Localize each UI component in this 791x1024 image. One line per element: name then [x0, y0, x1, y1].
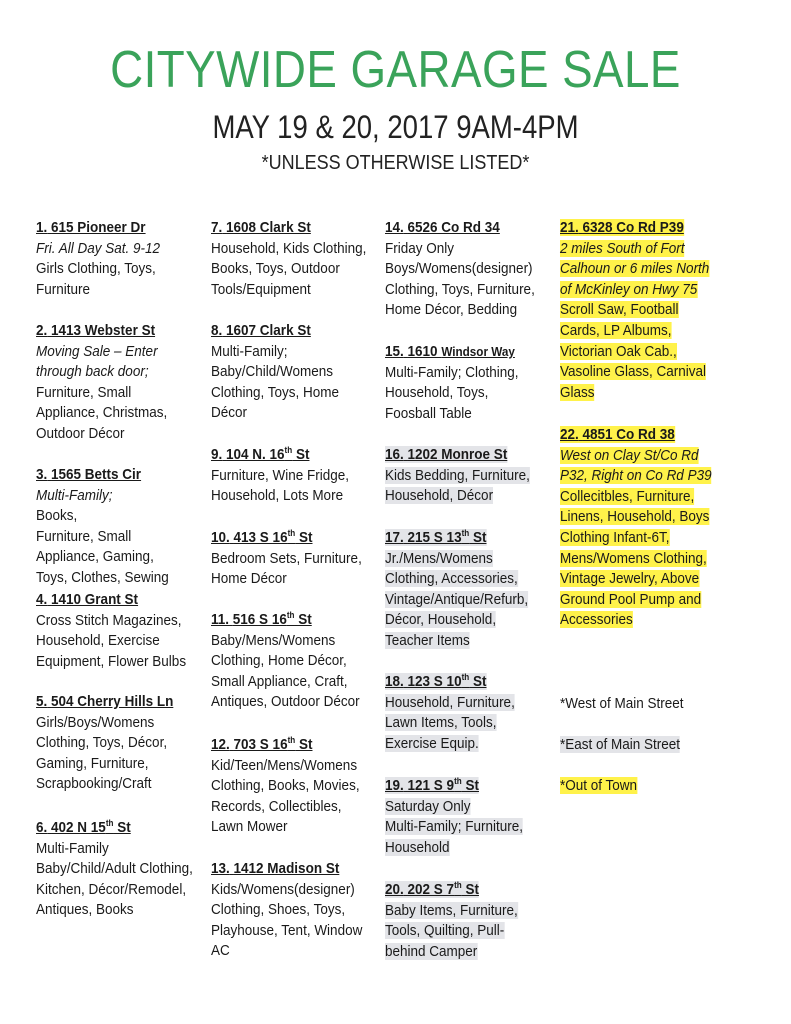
listing-note-line [560, 280, 709, 301]
listing-items-line [385, 713, 515, 734]
listing-items: Clothing, Shoes, Toys, [211, 901, 346, 919]
listing-21 [560, 218, 709, 403]
listing-items: Exercise Equip. [385, 734, 479, 752]
street-name: 1610 [407, 343, 442, 360]
listing-number: 16. [385, 446, 404, 463]
listing-items-line [385, 549, 528, 570]
listing-number: 5. [36, 693, 48, 710]
listing-items: Records, Collectibles, [211, 797, 342, 815]
listing-items-line [211, 756, 360, 777]
listing-items-line [211, 880, 362, 901]
listing-items: Household, Décor [385, 487, 494, 505]
listing-items: Scrapbooking/Craft [36, 775, 152, 793]
listing-items-line [36, 280, 160, 301]
listing-number: 2. [36, 322, 48, 339]
listing-items: Girls/Boys/Womens [36, 713, 155, 731]
listing-items: Clothing, Books, Movies, [211, 777, 360, 795]
ordinal-suffix: th [461, 528, 470, 538]
listing-items: Furniture, Small [36, 383, 132, 401]
listing-items: Jr./Mens/Womens [385, 549, 493, 567]
listing-number: 6. [36, 819, 48, 836]
listing-items: Multi-Family [36, 839, 109, 857]
listing-items: Baby Items, Furniture, [385, 901, 518, 919]
street-type: St [294, 611, 312, 628]
listing-7 [211, 218, 366, 300]
listing-items-line [211, 342, 339, 363]
listing-items: Lawn Items, Tools, [385, 714, 497, 732]
listing-items-line [36, 403, 167, 424]
listing-3 [36, 465, 169, 589]
listing-items: Toys, Clothes, Sewing [36, 568, 169, 586]
listing-items-line [211, 403, 339, 424]
listing-11 [211, 610, 360, 713]
ordinal-suffix: th [284, 445, 293, 455]
listing-items: Home Décor [211, 570, 287, 588]
listing-items: Scroll Saw, Football [560, 301, 679, 319]
street-name: 1412 Madison St [233, 860, 340, 877]
listing-items-line [385, 466, 530, 487]
street-name: 6328 Co Rd P39 [582, 219, 684, 236]
listing-20 [385, 880, 518, 962]
listing-items-line [560, 362, 709, 383]
listing-items-line [36, 506, 169, 527]
listing-address [385, 218, 535, 239]
listing-items: AC [211, 942, 230, 960]
listing-address [385, 880, 518, 901]
listing-items-line [36, 839, 193, 860]
listing-items-line [560, 300, 709, 321]
listing-items: Household, Furniture, [385, 693, 515, 711]
listing-items-line [385, 838, 523, 859]
listing-items: Clothing, Toys, Furniture, [385, 280, 535, 298]
listing-address [211, 859, 362, 880]
listing-items: Boys/Womens(designer) [385, 260, 533, 278]
listing-items: Kid/Teen/Mens/Womens [211, 756, 358, 774]
listing-10 [211, 528, 362, 590]
street-name: 413 S 16 [233, 529, 288, 546]
listing-address [36, 465, 169, 486]
listing-note-line [36, 486, 169, 507]
ordinal-suffix: th [287, 735, 296, 745]
listing-items: Antiques, Outdoor Décor [211, 693, 360, 711]
listing-items-line [211, 941, 362, 962]
listing-items-line [560, 342, 709, 363]
listing-note: West on Clay St/Co Rd [560, 446, 699, 464]
listing-items: behind Camper [385, 942, 478, 960]
listing-items: Household [385, 838, 450, 856]
ordinal-suffix: th [105, 818, 114, 828]
listing-note-line [36, 239, 160, 260]
listing-items: Girls Clothing, Toys, [36, 260, 156, 278]
legend-out-of-town-text: *Out of Town [560, 777, 638, 794]
listing-number: 19. [385, 777, 404, 794]
listing-items: Vintage/Antique/Refurb, [385, 590, 529, 608]
listing-items: Household, Lots More [211, 487, 344, 505]
listing-items: Clothing, Toys, Décor, [36, 734, 168, 752]
listing-items: Teacher Items [385, 631, 470, 649]
listing-items-line [560, 610, 712, 631]
listing-items-line [385, 280, 535, 301]
listing-items: Cross Stitch Magazines, [36, 611, 182, 629]
listing-address [36, 818, 193, 839]
listing-items: Kids/Womens(designer) [211, 880, 355, 898]
listing-items-line [385, 693, 515, 714]
listing-note-line [36, 362, 167, 383]
street-name: 6526 Co Rd 34 [407, 219, 500, 236]
listing-items-line [211, 797, 360, 818]
listing-items: Bedroom Sets, Furniture, [211, 549, 362, 567]
listing-number: 22. [560, 426, 579, 443]
listing-items-line [385, 901, 518, 922]
ordinal-suffix: th [454, 880, 462, 890]
listing-items-line [211, 817, 360, 838]
listing-items-line [36, 900, 193, 921]
listing-number: 17. [385, 529, 404, 546]
listing-note-line [36, 342, 167, 363]
listing-items: Collecitbles, Furniture, [560, 487, 695, 505]
listing-items-line [211, 631, 360, 652]
legend-east-text: *East of Main Street [560, 736, 681, 753]
listing-items-line [385, 817, 523, 838]
listing-items-line [385, 631, 528, 652]
listing-items-line [385, 404, 519, 425]
listing-note-line [560, 239, 709, 260]
listing-number: 15. [385, 343, 404, 360]
listing-items-line [36, 859, 193, 880]
listing-items: Kitchen, Décor/Remodel, [36, 880, 187, 898]
listing-address [211, 735, 360, 756]
listing-items: Baby/Mens/Womens [211, 631, 336, 649]
listing-items: Clothing, Home Décor, [211, 652, 347, 670]
listing-number: 4. [36, 591, 48, 608]
listing-items: Clothing, Toys, Home [211, 383, 340, 401]
street-name: 1413 Webster St [51, 322, 156, 339]
listing-8 [211, 321, 339, 424]
hours-note: *UNLESS OTHERWISE LISTED* [261, 152, 530, 174]
listing-items-line [560, 590, 712, 611]
listing-items: Household, Exercise [36, 632, 160, 650]
street-name: 615 Pioneer Dr [51, 219, 146, 236]
street-name: 202 S 7 [407, 881, 455, 898]
listing-items: Victorian Oak Cab., [560, 342, 677, 360]
listing-items-line [560, 549, 712, 570]
listing-note: 2 miles South of Fort [560, 239, 685, 257]
listing-items-line [36, 424, 167, 445]
listing-items: Glass [560, 383, 595, 401]
listing-note: Multi-Family; [36, 486, 113, 504]
listing-note: Fri. All Day Sat. 9-12 [36, 239, 161, 257]
listing-items: Home Décor, Bedding [385, 301, 518, 319]
street-name: 1410 Grant St [51, 591, 139, 608]
listing-items: Décor [211, 404, 248, 422]
listing-items-line [211, 280, 366, 301]
street-type: St [469, 673, 487, 690]
listing-1 [36, 218, 160, 300]
listing-number: 20. [385, 881, 404, 898]
listing-address [36, 590, 186, 611]
listing-address [385, 672, 515, 693]
listing-items: Books, Toys, Outdoor [211, 260, 340, 278]
listing-items-line [385, 942, 518, 963]
listing-address [211, 610, 360, 631]
listing-items-line [211, 549, 362, 570]
listing-items: Multi-Family; [211, 342, 288, 360]
listing-items-line [385, 734, 515, 755]
listing-items: Foosball Table [385, 404, 472, 422]
listing-number: 11. [211, 611, 230, 628]
street-type: St [461, 881, 479, 898]
listing-address [211, 528, 362, 549]
listing-number: 8. [211, 322, 223, 339]
listing-items: Tools/Equipment [211, 280, 311, 298]
legend-east [560, 735, 680, 756]
listing-19 [385, 776, 523, 858]
listing-15 [385, 342, 519, 424]
listing-5 [36, 692, 173, 795]
listing-items: Baby/Child/Womens [211, 363, 334, 381]
street-name: 215 S 13 [407, 529, 462, 546]
listing-items-line [385, 363, 519, 384]
listing-items-line [36, 713, 173, 734]
listing-address [211, 445, 349, 466]
listing-items-line [36, 611, 186, 632]
listing-address [385, 776, 523, 797]
street-type: St [295, 736, 313, 753]
page-title: CITYWIDE GARAGE SALE [110, 41, 681, 99]
listing-items-line [385, 383, 519, 404]
listing-items: Household, Kids Clothing, [211, 239, 367, 257]
listing-items-line [36, 880, 193, 901]
listing-number: 13. [211, 860, 230, 877]
street-name: 4851 Co Rd 38 [582, 426, 675, 443]
listing-items: Appliance, Christmas, [36, 404, 168, 422]
listing-items: Multi-Family; Clothing, [385, 363, 519, 381]
listing-number: 18. [385, 673, 404, 690]
listing-items: Household, Toys, [385, 384, 489, 402]
listing-items-line [211, 569, 362, 590]
listing-items-line [385, 259, 535, 280]
listing-items-line [560, 321, 709, 342]
street-name: 703 S 16 [233, 736, 288, 753]
listing-items: Appliance, Gaming, [36, 548, 154, 566]
listing-address [211, 218, 366, 239]
listing-items: Saturday Only [385, 797, 471, 815]
listing-items: Playhouse, Tent, Window [211, 921, 363, 939]
listing-items-line [385, 610, 528, 631]
street-name: 504 Cherry Hills Ln [51, 693, 174, 710]
listing-items-line [560, 383, 709, 404]
listing-items: Furniture, Wine Fridge, [211, 466, 350, 484]
ordinal-suffix: th [287, 528, 296, 538]
listing-items: Kids Bedding, Furniture, [385, 466, 530, 484]
listing-items: Ground Pool Pump and [560, 590, 702, 608]
listing-6 [36, 818, 193, 921]
listing-items-line [385, 486, 530, 507]
listing-note: Moving Sale – Enter [36, 342, 158, 360]
listing-note: P32, Right on Co Rd P39 [560, 467, 712, 485]
listing-items: Antiques, Books [36, 901, 134, 919]
street-type: St [469, 529, 487, 546]
sale-dates: MAY 19 & 20, 2017 9AM-4PM [212, 109, 579, 145]
listing-items: Friday Only [385, 239, 455, 257]
listing-items-line [560, 528, 712, 549]
street-name: 1202 Monroe St [407, 446, 508, 463]
listing-number: 9. [211, 446, 223, 463]
street-type: St [295, 529, 313, 546]
listing-items-line [211, 466, 349, 487]
listing-items: Lawn Mower [211, 818, 288, 836]
listing-items-line [385, 300, 535, 321]
street-name: 1608 Clark St [226, 219, 311, 236]
ordinal-suffix: th [286, 610, 295, 620]
listing-items-line [211, 921, 362, 942]
listing-note-line [560, 259, 709, 280]
listing-items-line [211, 362, 339, 383]
street-type: St [461, 777, 479, 794]
listing-items-line [36, 383, 167, 404]
street-name: 104 N. 16 [226, 446, 285, 463]
listing-items: Vintage Jewelry, Above [560, 570, 700, 588]
listing-items-line [385, 921, 518, 942]
street-name: 1565 Betts Cir [51, 466, 142, 483]
listing-address [385, 445, 530, 466]
listing-2 [36, 321, 167, 445]
listing-14 [385, 218, 535, 321]
street-name: 402 N 15 [51, 819, 106, 836]
listing-number: 3. [36, 466, 48, 483]
listing-address [560, 218, 709, 239]
listing-items: Books, [36, 507, 78, 525]
listing-note-line [560, 446, 712, 467]
listing-items-line [211, 692, 360, 713]
listing-items: Furniture [36, 280, 91, 298]
listing-number: 7. [211, 219, 223, 236]
listing-items-line [36, 774, 173, 795]
listing-items-line [211, 383, 339, 404]
listing-items: Multi-Family; Furniture, [385, 818, 524, 836]
street-name-small: Windsor Way [441, 344, 515, 359]
street-name: 1607 Clark St [226, 322, 311, 339]
listing-address [560, 425, 712, 446]
listing-items-line [211, 672, 360, 693]
listing-items: Furniture, Small [36, 527, 132, 545]
listing-items-line [211, 900, 362, 921]
listing-address [211, 321, 339, 342]
listing-items-line [385, 569, 528, 590]
listing-address [385, 342, 519, 363]
listing-items-line [36, 259, 160, 280]
listing-note: Calhoun or 6 miles North [560, 260, 710, 278]
listing-address [36, 321, 167, 342]
listing-items-line [211, 776, 360, 797]
listing-note-line [560, 466, 712, 487]
listing-note: through back door; [36, 363, 149, 381]
listing-items-line [36, 652, 186, 673]
ordinal-suffix: th [461, 672, 470, 682]
listing-items-line [211, 486, 349, 507]
listing-number: 14. [385, 219, 404, 236]
listing-items: Décor, Household, [385, 611, 497, 629]
listing-18 [385, 672, 515, 754]
legend-out-of-town [560, 776, 637, 797]
listing-items: Outdoor Décor [36, 424, 125, 442]
street-name: 516 S 16 [232, 611, 287, 628]
listing-items: Small Appliance, Craft, [211, 672, 348, 690]
listing-22 [560, 425, 712, 631]
listing-items-line [36, 547, 169, 568]
street-name: 121 S 9 [407, 777, 455, 794]
listing-items: Cards, LP Albums, [560, 321, 672, 339]
listing-note: of McKinley on Hwy 75 [560, 280, 698, 298]
listing-items-line [36, 733, 173, 754]
legend-west [560, 694, 684, 715]
listing-items-line [385, 239, 535, 260]
listing-items-line [36, 631, 186, 652]
listing-items-line [560, 487, 712, 508]
listing-items: Linens, Household, Boys [560, 508, 710, 526]
listing-items-line [36, 568, 169, 589]
street-name: 123 S 10 [407, 673, 462, 690]
listing-items: Baby/Child/Adult Clothing, [36, 860, 193, 878]
listing-items: Tools, Quilting, Pull- [385, 922, 505, 940]
listing-items: Mens/Womens Clothing, [560, 549, 707, 567]
listing-number: 1. [36, 219, 48, 236]
listing-number: 12. [211, 736, 230, 753]
listing-items: Clothing, Accessories, [385, 570, 518, 588]
legend-west-text: *West of Main Street [560, 695, 684, 712]
listing-12 [211, 735, 360, 838]
listing-items: Gaming, Furniture, [36, 754, 149, 772]
street-type: St [113, 819, 131, 836]
listing-17 [385, 528, 528, 652]
ordinal-suffix: th [454, 776, 462, 786]
listing-4 [36, 590, 186, 672]
listing-items: Clothing Infant-6T, [560, 528, 670, 546]
listing-items: Vasoline Glass, Carnival [560, 363, 707, 381]
listing-items-line [560, 569, 712, 590]
listing-address [385, 528, 528, 549]
listing-items-line [36, 754, 173, 775]
listing-items-line [385, 797, 523, 818]
listing-items: Accessories [560, 611, 633, 629]
listing-16 [385, 445, 530, 507]
listing-address [36, 218, 160, 239]
listing-number: 10. [211, 529, 230, 546]
street-type: St [292, 446, 310, 463]
listing-items: Equipment, Flower Bulbs [36, 652, 187, 670]
listing-items-line [36, 527, 169, 548]
listing-items-line [211, 259, 366, 280]
listing-13 [211, 859, 362, 962]
listing-address [36, 692, 173, 713]
listing-9 [211, 445, 349, 507]
listing-number: 21. [560, 219, 579, 236]
listing-items-line [385, 590, 528, 611]
listing-items-line [560, 507, 712, 528]
listing-items-line [211, 651, 360, 672]
listing-items-line [211, 239, 366, 260]
